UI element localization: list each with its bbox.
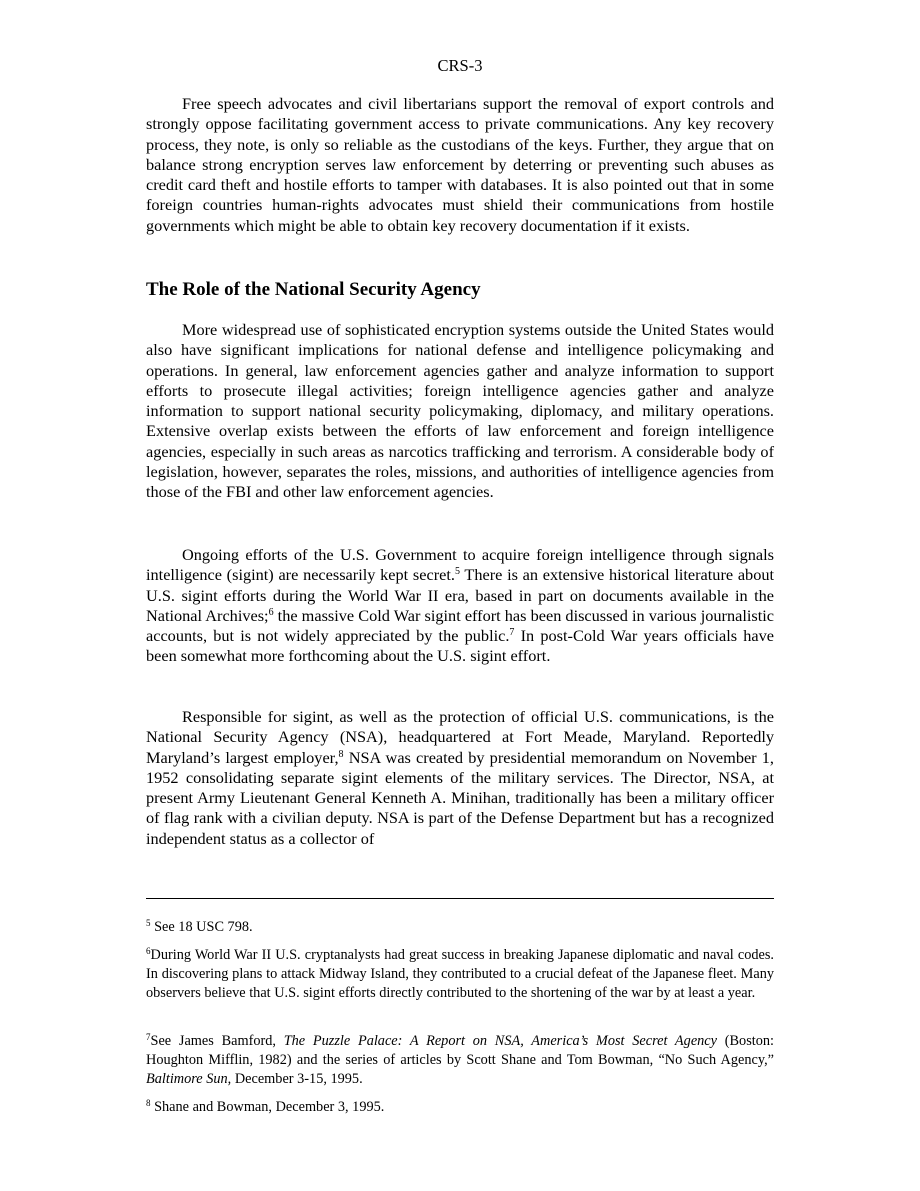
footnote-6 — [146, 946, 774, 1003]
footnote-text: (Boston: Houghton Mifflin, 1982) and the series of articles by Scott Shane and Tom Bowman, “No Such Agency,” — [146, 1033, 775, 1068]
footnote-7 — [146, 1032, 774, 1089]
footnote-divider — [146, 898, 774, 899]
book-title: The Puzzle Palace: A Report on NSA, America’s Most Secret Agency — [283, 1033, 718, 1049]
paragraph-sigint-efforts — [146, 545, 774, 667]
footnote-ref-5[interactable]: 5 — [454, 566, 460, 578]
footnote-8 — [146, 1098, 774, 1117]
footnote-number: 6 — [146, 946, 151, 956]
newspaper-title: Baltimore Sun — [146, 1071, 228, 1087]
text-run: Ongoing efforts of the U.S. Government to acquire foreign intelligence through signals intelligence (sigint) are necessarily kept secret. — [146, 545, 774, 585]
footnote-5 — [146, 918, 774, 937]
text-run: There is an extensive historical literature about U.S. sigint efforts during the World War II era, based in part on documents available in the National Archives; — [146, 565, 774, 625]
section-heading: The Role of the National Security Agency — [146, 279, 481, 300]
text-run: In post-Cold War years officials have been somewhat more forthcoming about the U.S. sigint effort. — [146, 626, 774, 666]
footnote-ref-7[interactable]: 7 — [509, 627, 515, 639]
footnote-ref-8[interactable]: 8 — [338, 748, 344, 760]
text-run: NSA was created by presidential memorandum on November 1, 1952 consolidating separate sigint elements of the military services. The Director, NSA, at present Army Lieutenant General Kenneth A. Minihan, traditionally has been a military officer of flag rank with a civilian deputy. NSA is part of the Defense Department but has a recognized independent status as a collector of — [146, 747, 774, 848]
footnote-ref-6[interactable]: 6 — [268, 606, 274, 618]
paragraph-free-speech: Free speech advocates and civil libertarians support the removal of export controls and strongly oppose facilitating government access to private communications. Any key recovery process, they note, is only so reliable as the custodians of the keys. Further, they argue that on balance strong encryption serves law enforcement by deterring or preventing such abuses as credit card theft and hostile efforts to tamper with databases. It is also pointed out that in some foreign countries human-rights advocates must shield their communications from hostile governments which might be able to obtain key recovery documentation if it exists. — [146, 94, 774, 235]
footnote-number: 7 — [146, 1032, 151, 1042]
text-run: the massive Cold War sigint effort has been discussed in various journalistic accounts, but is not widely appreciated by the public. — [146, 605, 774, 646]
page-number: CRS-3 — [437, 56, 483, 75]
footnote-number: 8 — [146, 1098, 151, 1108]
footnote-number: 5 — [146, 918, 151, 928]
footnote-text: Shane and Bowman, December 3, 1995. — [150, 1099, 385, 1115]
paragraph-nsa-overview — [146, 707, 774, 849]
footnote-text: See James Bamford, — [150, 1033, 284, 1049]
paragraph-encryption-implications: More widespread use of sophisticated encryption systems outside the United States would also have significant implications for national defense and intelligence policymaking and operations. In general, law enforcement agencies gather and analyze information to support efforts to prosecute illegal activities; foreign intelligence agencies gather and analyze information to support national security policymaking, diplomacy, and military operations. Extensive overlap exists between the efforts of law enforcement and foreign intelligence agencies, especially in such areas as narcotics trafficking and terrorism. A considerable body of legislation, however, separates the roles, missions, and authorities of intelligence agencies from those of the FBI and other law enforcement agencies. — [146, 320, 774, 502]
footnote-text: , December 3-15, 1995. — [227, 1071, 363, 1087]
text-run: Responsible for sigint, as well as the protection of official U.S. communications, is the National Security Agency (NSA), headquartered at Fort Meade, Maryland. Reportedly Maryland’s largest employer, — [146, 707, 774, 767]
footnote-text: See 18 USC 798. — [150, 919, 253, 935]
footnote-text: During World War II U.S. cryptanalysts had great success in breaking Japanese diplomatic and naval codes. In discovering plans to attack Midway Island, they contributed to a crucial defeat of the Japanese fleet. Many observers believe that U.S. sigint efforts directly contributed to the shortening of the war by at least a year. — [146, 947, 774, 1001]
